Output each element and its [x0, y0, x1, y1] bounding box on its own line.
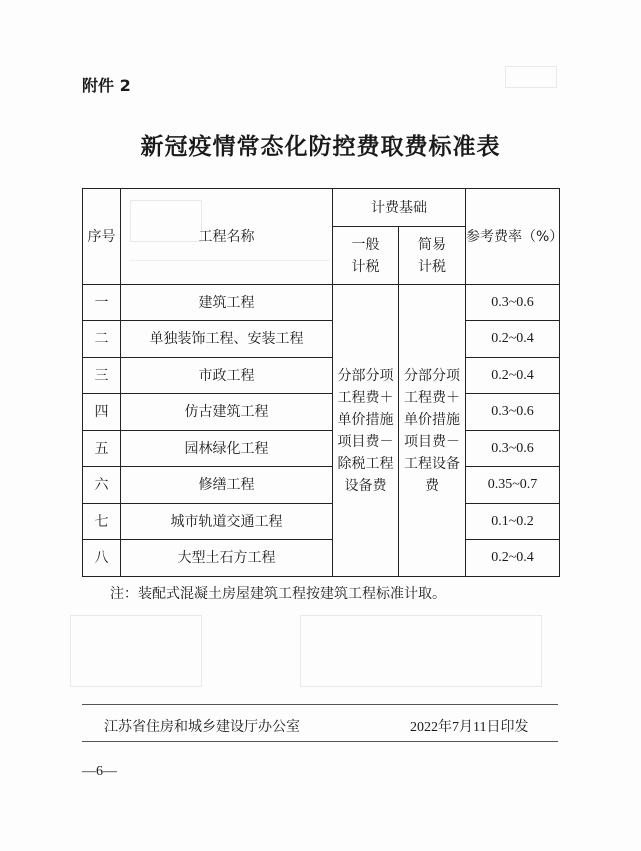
footer-bottom-rule — [82, 741, 558, 742]
row-project-name: 修缮工程 — [121, 467, 333, 504]
row-rate: 0.2~0.4 — [466, 540, 560, 577]
row-rate: 0.1~0.2 — [466, 504, 560, 540]
row-rate: 0.35~0.7 — [466, 467, 560, 504]
row-rate: 0.3~0.6 — [466, 431, 560, 467]
row-seq: 三 — [83, 358, 121, 394]
fee-standard-table — [82, 188, 564, 577]
row-project-name: 单独装饰工程、安装工程 — [121, 321, 333, 358]
row-seq: 六 — [83, 467, 121, 504]
table-row — [83, 467, 560, 504]
column-header-seq: 序号 — [83, 189, 121, 285]
column-header-rate: 参考费率（%） — [466, 189, 560, 285]
row-project-name: 仿古建筑工程 — [121, 394, 333, 431]
attachment-label: 附件 2 — [82, 76, 131, 95]
table-row — [83, 540, 560, 577]
column-header-basis: 计费基础 — [333, 189, 466, 227]
table-row — [83, 285, 560, 321]
table-row — [83, 504, 560, 540]
page-number: —6— — [82, 764, 117, 779]
document-title: 新冠疫情常态化防控费取费标准表 — [140, 133, 501, 160]
row-seq: 二 — [83, 321, 121, 358]
bleed-through-box — [70, 615, 202, 687]
row-rate: 0.3~0.6 — [466, 394, 560, 431]
row-seq: 一 — [83, 285, 121, 321]
column-header-simple-tax: 简易计税 — [399, 227, 466, 285]
table-row — [83, 358, 560, 394]
row-seq: 八 — [83, 540, 121, 577]
column-header-name: 工程名称 — [121, 189, 333, 285]
row-rate: 0.2~0.4 — [466, 358, 560, 394]
row-project-name: 园林绿化工程 — [121, 431, 333, 467]
table-header-row — [83, 189, 560, 227]
table-row — [83, 394, 560, 431]
row-seq: 四 — [83, 394, 121, 431]
row-rate: 0.3~0.6 — [466, 285, 560, 321]
issuer-name: 江苏省住房和城乡建设厅办公室 — [104, 719, 300, 735]
row-rate: 0.2~0.4 — [466, 321, 560, 358]
bleed-through-box — [505, 66, 557, 88]
bleed-through-box — [300, 615, 542, 687]
row-project-name: 城市轨道交通工程 — [121, 504, 333, 540]
row-seq: 五 — [83, 431, 121, 467]
basis-simple-tax: 分部分项工程费＋单价措施项目费－工程设备费 — [399, 285, 466, 577]
table-row — [83, 431, 560, 467]
row-project-name: 市政工程 — [121, 358, 333, 394]
table-row — [83, 321, 560, 358]
footer-top-rule — [82, 704, 558, 705]
column-header-general-tax: 一般计税 — [333, 227, 399, 285]
basis-general-tax: 分部分项工程费＋单价措施项目费－除税工程设备费 — [333, 285, 399, 577]
row-seq: 七 — [83, 504, 121, 540]
table-note: 注：装配式混凝土房屋建筑工程按建筑工程标准计取。 — [110, 586, 446, 602]
row-project-name: 大型土石方工程 — [121, 540, 333, 577]
row-project-name: 建筑工程 — [121, 285, 333, 321]
issue-date: 2022年7月11日印发 — [410, 720, 529, 735]
